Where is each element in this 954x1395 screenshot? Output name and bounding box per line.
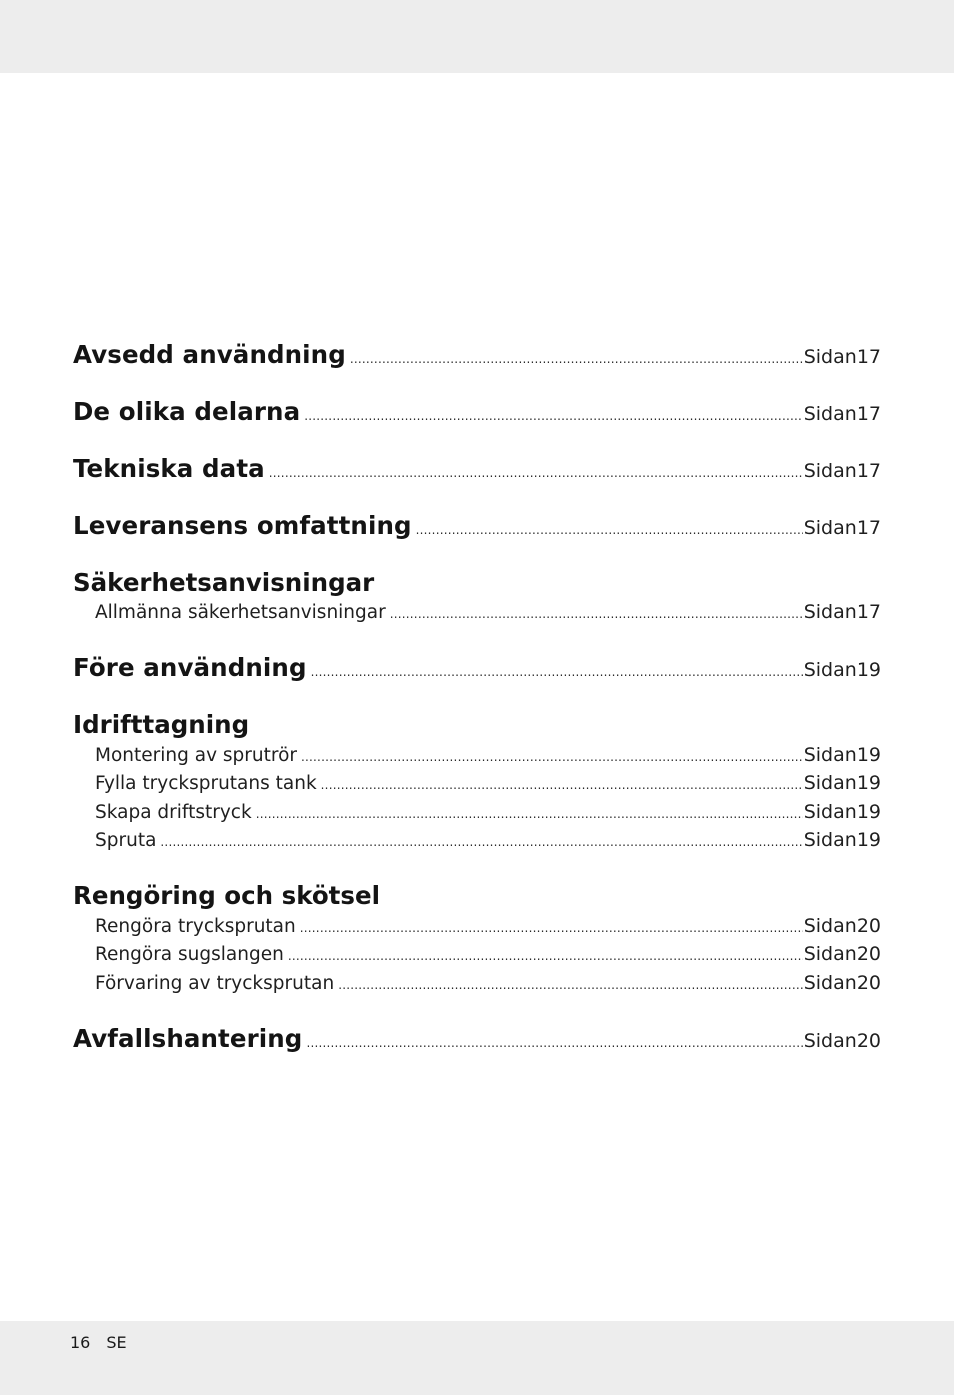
page-label: Sidan (803, 460, 857, 482)
toc-subentry[interactable] (95, 601, 881, 623)
toc-heading: Avsedd användning (73, 340, 346, 369)
toc-subentry[interactable] (95, 829, 881, 851)
page-number: 19 (856, 659, 881, 681)
page-number: 17 (856, 517, 881, 539)
dot-leader (338, 978, 803, 992)
page-number: 17 (856, 601, 881, 623)
page-label: Sidan (803, 659, 857, 681)
toc-subheading: Skapa driftstryck (95, 802, 252, 823)
dot-leader (321, 778, 803, 792)
page-label: Sidan (803, 829, 857, 851)
dot-leader (390, 607, 803, 621)
dot-leader (301, 750, 803, 764)
toc-entry-tekniska[interactable] (73, 454, 881, 483)
toc-heading-sakerhet: Säkerhetsanvisningar (73, 568, 375, 597)
page-number: 19 (856, 744, 881, 766)
toc-subheading: Montering av sprutrör (95, 745, 297, 766)
toc-subheading: Rengöra trycksprutan (95, 916, 296, 937)
toc-heading-rengoring: Rengöring och skötsel (73, 881, 380, 910)
toc-subheading: Rengöra sugslangen (95, 944, 284, 965)
toc-entry-avfall[interactable] (73, 1024, 881, 1053)
dot-leader (306, 1036, 802, 1050)
page-number: 20 (856, 1030, 881, 1052)
page-number: 19 (856, 829, 881, 851)
dot-leader (416, 523, 803, 537)
toc-subheading: Allmänna säkerhetsanvisningar (95, 602, 386, 623)
page-label: Sidan (803, 972, 857, 994)
page-number: 19 (856, 801, 881, 823)
page-label: Sidan (803, 403, 857, 425)
footer-language: SE (106, 1333, 127, 1352)
page-number: 17 (856, 403, 881, 425)
dot-leader (350, 352, 803, 366)
dot-leader (160, 835, 802, 849)
toc-heading: De olika delarna (73, 397, 301, 426)
page-label: Sidan (803, 772, 857, 794)
toc-entry-fore[interactable] (73, 653, 881, 682)
page-number: 20 (856, 915, 881, 937)
toc-heading: Före användning (73, 653, 307, 682)
dot-leader (269, 466, 803, 480)
dot-leader (300, 921, 803, 935)
toc-entry-avsedd[interactable] (73, 340, 881, 369)
page-label: Sidan (803, 915, 857, 937)
footer-page-number: 16 (70, 1333, 91, 1352)
toc-subheading: Förvaring av trycksprutan (95, 973, 335, 994)
page-footer (70, 1333, 143, 1352)
dot-leader (311, 665, 803, 679)
page-number: 19 (856, 772, 881, 794)
toc-subheading: Spruta (95, 830, 157, 851)
dot-leader (288, 949, 803, 963)
page-label: Sidan (803, 801, 857, 823)
toc-entry-delarna[interactable] (73, 397, 881, 426)
page-number: 20 (856, 972, 881, 994)
page-label: Sidan (803, 517, 857, 539)
page-label: Sidan (803, 601, 857, 623)
toc-heading-idrift: Idrifttagning (73, 710, 250, 739)
toc-subentry[interactable] (95, 801, 881, 823)
toc-subentry[interactable] (95, 772, 881, 794)
dot-leader (256, 807, 803, 821)
page-number: 20 (856, 943, 881, 965)
page-label: Sidan (803, 744, 857, 766)
toc-subentry[interactable] (95, 943, 881, 965)
header-band (0, 0, 954, 73)
dot-leader (304, 409, 803, 423)
toc-heading: Avfallshantering (73, 1024, 303, 1053)
toc-subheading: Fylla trycksprutans tank (95, 773, 317, 794)
page-label: Sidan (803, 1030, 857, 1052)
page-number: 17 (856, 346, 881, 368)
toc-subentry[interactable] (95, 972, 881, 994)
page-label: Sidan (803, 943, 857, 965)
footer-band (0, 1321, 954, 1395)
toc-heading: Tekniska data (73, 454, 265, 483)
toc-entry-leverans[interactable] (73, 511, 881, 540)
toc-subentry[interactable] (95, 744, 881, 766)
toc-heading: Leveransens omfattning (73, 511, 412, 540)
toc-subentry[interactable] (95, 915, 881, 937)
page-number: 17 (856, 460, 881, 482)
page-label: Sidan (803, 346, 857, 368)
